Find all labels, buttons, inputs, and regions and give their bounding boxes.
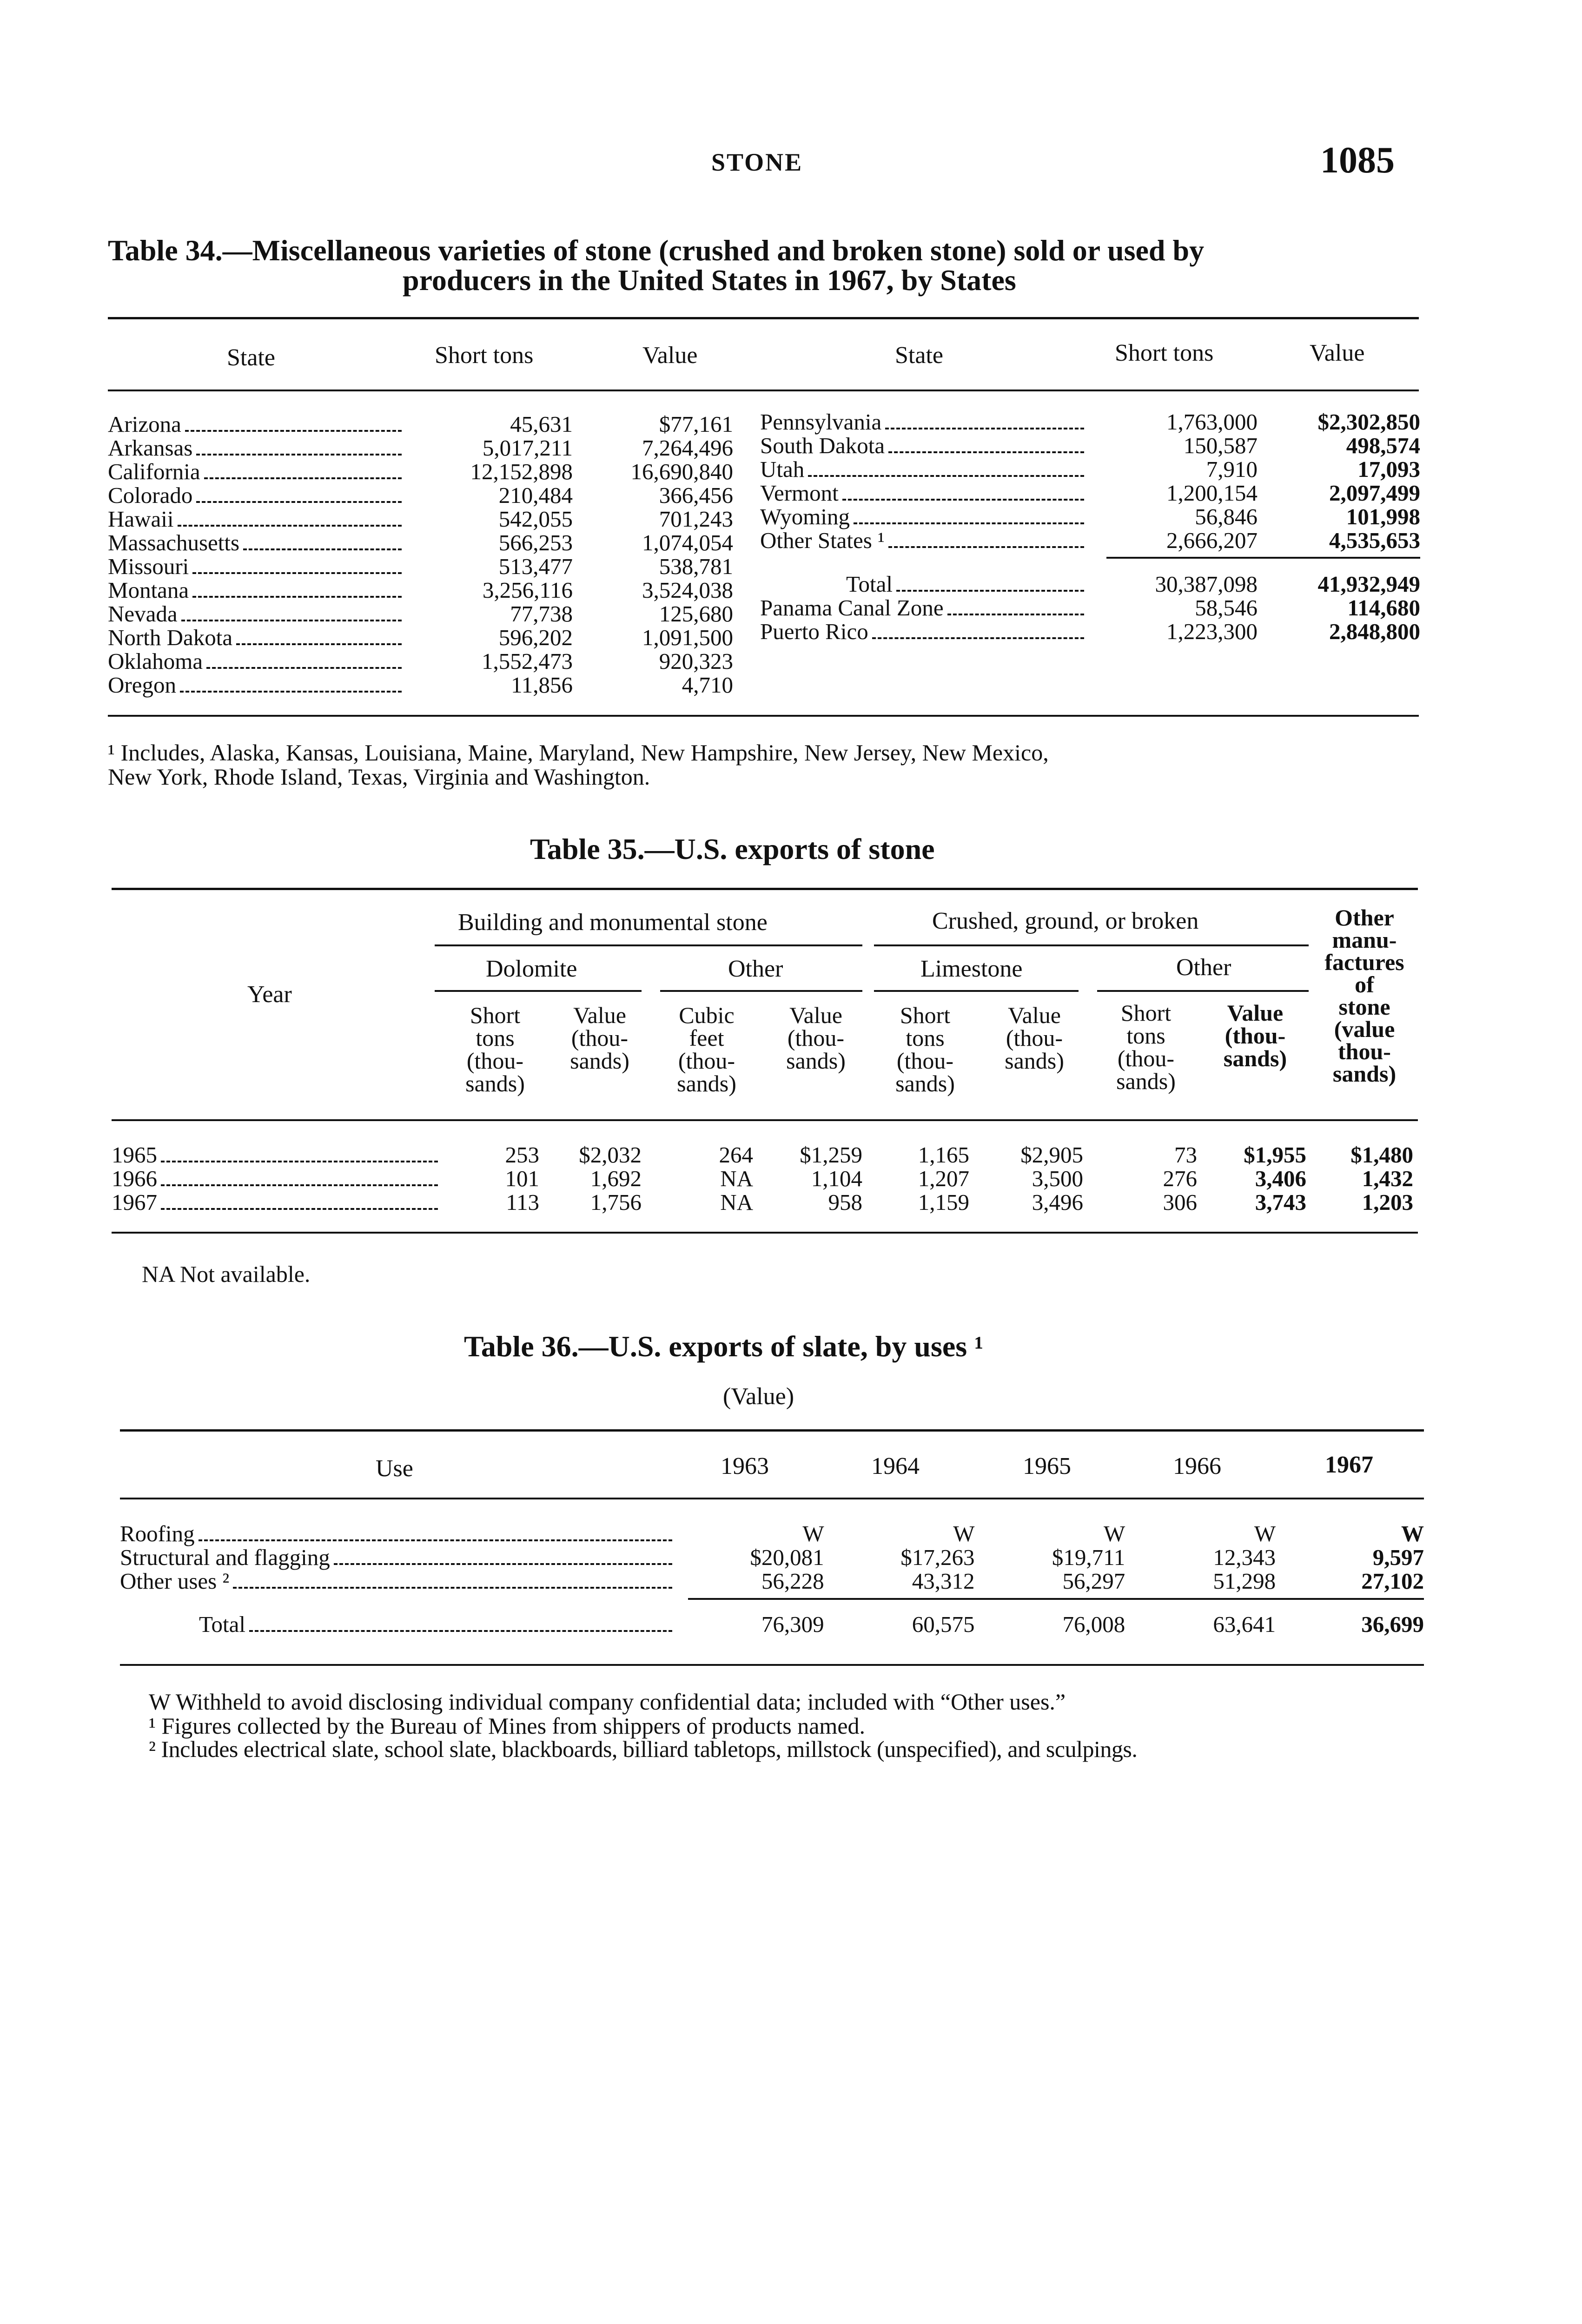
table-row: Vermont 1,200,154 2,097,499 bbox=[760, 480, 1420, 506]
table-row: Pennsylvania 1,763,000 $2,302,850 bbox=[760, 409, 1420, 435]
table34-bottom-rule bbox=[108, 715, 1419, 717]
table-row: Total 76,309 60,575 76,008 63,641 36,699 bbox=[199, 1611, 1424, 1637]
table35-header-other2: Other bbox=[1176, 954, 1231, 981]
table34-header-rule bbox=[108, 390, 1419, 391]
table35-header-dol-tons: Short tons (thou- sands) bbox=[465, 1002, 525, 1096]
table-row: Panama Canal Zone 58,546 114,680 bbox=[760, 595, 1420, 621]
table35-header-dolomite: Dolomite bbox=[486, 956, 577, 982]
table35-header-other1: Other bbox=[728, 956, 783, 982]
table-row: Other States ¹ 2,666,207 4,535,653 bbox=[760, 528, 1420, 553]
table-row: Oklahoma 1,552,473 920,323 bbox=[108, 648, 733, 674]
table35-top-rule bbox=[112, 888, 1418, 890]
table35-dolomite-rule bbox=[435, 990, 642, 992]
table35-limestone-rule bbox=[874, 990, 1079, 992]
table34-title-line1: Table 34.—Miscellaneous varieties of stone (crushed and broken stone) sold or used by bbox=[108, 234, 1205, 267]
table36-rows bbox=[120, 1522, 1424, 1593]
table35-other1-rule bbox=[660, 990, 862, 992]
table-row: California 12,152,898 16,690,840 bbox=[108, 459, 733, 484]
table35-rows bbox=[112, 1143, 1418, 1215]
table-row: Hawaii 542,055 701,243 bbox=[108, 506, 733, 532]
table36-footnote-1: ¹ Figures collected by the Bureau of Mines from shippers of products named. bbox=[149, 1713, 866, 1739]
table35-header-year: Year bbox=[247, 981, 292, 1008]
table36-header-1964: 1964 bbox=[871, 1453, 920, 1479]
table-row: South Dakota 150,587 498,574 bbox=[760, 433, 1420, 458]
table34-footnote-line1: ¹ Includes, Alaska, Kansas, Louisiana, Maine, Maryland, New Hampshire, New Jersey, New Mexico, bbox=[108, 739, 1049, 766]
table34-header-tons-right: Short tons bbox=[1115, 340, 1214, 366]
table-row: Missouri 513,477 538,781 bbox=[108, 554, 733, 579]
table36-total-row bbox=[120, 1613, 1424, 1637]
table35-header-lime-tons: Short tons (thou- sands) bbox=[895, 1002, 955, 1096]
table36-top-rule bbox=[120, 1429, 1424, 1432]
table36-title: Table 36.—U.S. exports of slate, by uses ¹ bbox=[464, 1330, 984, 1363]
table34-left-rows bbox=[108, 413, 738, 697]
table35-header-oth-value: Value (thou- sands) bbox=[786, 1002, 846, 1074]
table35-header-oth2-value: Value (thou- sands) bbox=[1223, 1000, 1287, 1071]
table35-building-rule bbox=[435, 944, 862, 946]
table-row: Oregon 11,856 4,710 bbox=[108, 672, 733, 698]
table-row: 1967 113 1,756 NA 958 1,159 3,496 306 3,743 1,203 bbox=[112, 1189, 1413, 1215]
table-row: Nevada 77,738 125,680 bbox=[108, 601, 733, 627]
table36-header-1965: 1965 bbox=[1023, 1453, 1071, 1479]
table34-header-state-left: State bbox=[227, 344, 275, 371]
table36-subtotal-rule bbox=[688, 1598, 1424, 1600]
table35-header-oth-cubic: Cubic feet (thou- sands) bbox=[677, 1002, 736, 1096]
table36-bottom-rule bbox=[120, 1664, 1424, 1666]
page-number: 1085 bbox=[1320, 140, 1395, 181]
table34-footnote-line2: New York, Rhode Island, Texas, Virginia and Washington. bbox=[108, 764, 650, 790]
table35-title: Table 35.—U.S. exports of stone bbox=[530, 832, 935, 865]
table-row: Puerto Rico 1,223,300 2,848,800 bbox=[760, 619, 1420, 644]
table34-total-row: Total 30,387,098 41,932,949 bbox=[846, 571, 1420, 597]
table-row: Wyoming 56,846 101,998 bbox=[760, 504, 1420, 529]
table34-header-state-right: State bbox=[895, 342, 943, 369]
table-row: Massachusetts 566,253 1,074,054 bbox=[108, 530, 733, 555]
table34-right-rows bbox=[760, 410, 1420, 553]
table35-header-lime-value: Value (thou- sands) bbox=[1005, 1002, 1064, 1074]
table-row: Structural and flagging $20,081 $17,263 $19,711 12,343 9,597 bbox=[120, 1545, 1424, 1570]
table-row: Roofing W W W W W bbox=[120, 1521, 1424, 1546]
table-row: 1966 101 1,692 NA 1,104 1,207 3,500 276 3,406 1,432 bbox=[112, 1166, 1413, 1191]
table35-header-rule bbox=[112, 1119, 1418, 1121]
table35-header-dol-value: Value (thou- sands) bbox=[570, 1002, 629, 1074]
table36-subtitle: (Value) bbox=[723, 1383, 794, 1410]
table-row: Montana 3,256,116 3,524,038 bbox=[108, 577, 733, 603]
table-row: Colorado 210,484 366,456 bbox=[108, 482, 733, 508]
table34-header-tons-left: Short tons bbox=[435, 342, 534, 369]
table36-header-use: Use bbox=[376, 1455, 413, 1482]
table36-header-1963: 1963 bbox=[721, 1453, 769, 1479]
table-row: Other uses ² 56,228 43,312 56,297 51,298 27,102 bbox=[120, 1568, 1424, 1594]
table-row: Utah 7,910 17,093 bbox=[760, 456, 1420, 482]
table35-header-crushed: Crushed, ground, or broken bbox=[932, 908, 1199, 934]
table35-other2-rule bbox=[1097, 990, 1309, 992]
table35-bottom-rule bbox=[112, 1232, 1418, 1234]
table36-header-1966: 1966 bbox=[1173, 1453, 1221, 1479]
table35-note: NA Not available. bbox=[142, 1261, 311, 1287]
table35-header-building: Building and monumental stone bbox=[458, 909, 768, 936]
table-row: 1965 253 $2,032 264 $1,259 1,165 $2,905 73 $1,955 $1,480 bbox=[112, 1142, 1413, 1168]
table34-title-line2: producers in the United States in 1967, by States bbox=[403, 264, 1016, 297]
table-row: Arizona 45,631 $77,161 bbox=[108, 411, 733, 437]
table34-header-value-right: Value bbox=[1310, 340, 1365, 366]
table36-header-1967: 1967 bbox=[1325, 1452, 1373, 1478]
running-title: STONE bbox=[711, 148, 803, 176]
table-row: North Dakota 596,202 1,091,500 bbox=[108, 625, 733, 650]
table35-header-other-manufactures: Other manu- factures of stone (value thou- sands) bbox=[1324, 905, 1404, 1087]
table36-header-rule bbox=[120, 1498, 1424, 1499]
table35-crushed-rule bbox=[874, 944, 1309, 946]
table35-header-oth2-tons: Short tons (thou- sands) bbox=[1116, 1000, 1176, 1094]
table34-total-rows bbox=[760, 573, 1420, 644]
table34-header-value-left: Value bbox=[642, 342, 698, 369]
table34-subtotal-rule bbox=[1106, 557, 1420, 559]
table-row: Arkansas 5,017,211 7,264,496 bbox=[108, 435, 733, 461]
table36-footnote-w: W Withheld to avoid disclosing individual company confidential data; included with “Other uses.” bbox=[149, 1689, 1066, 1715]
table35-header-limestone: Limestone bbox=[920, 956, 1023, 982]
table34-top-rule bbox=[108, 317, 1419, 319]
table36-footnote-2: ² Includes electrical slate, school slate, blackboards, billiard tabletops, millstock (unspecified), and sculpings. bbox=[149, 1736, 1138, 1762]
